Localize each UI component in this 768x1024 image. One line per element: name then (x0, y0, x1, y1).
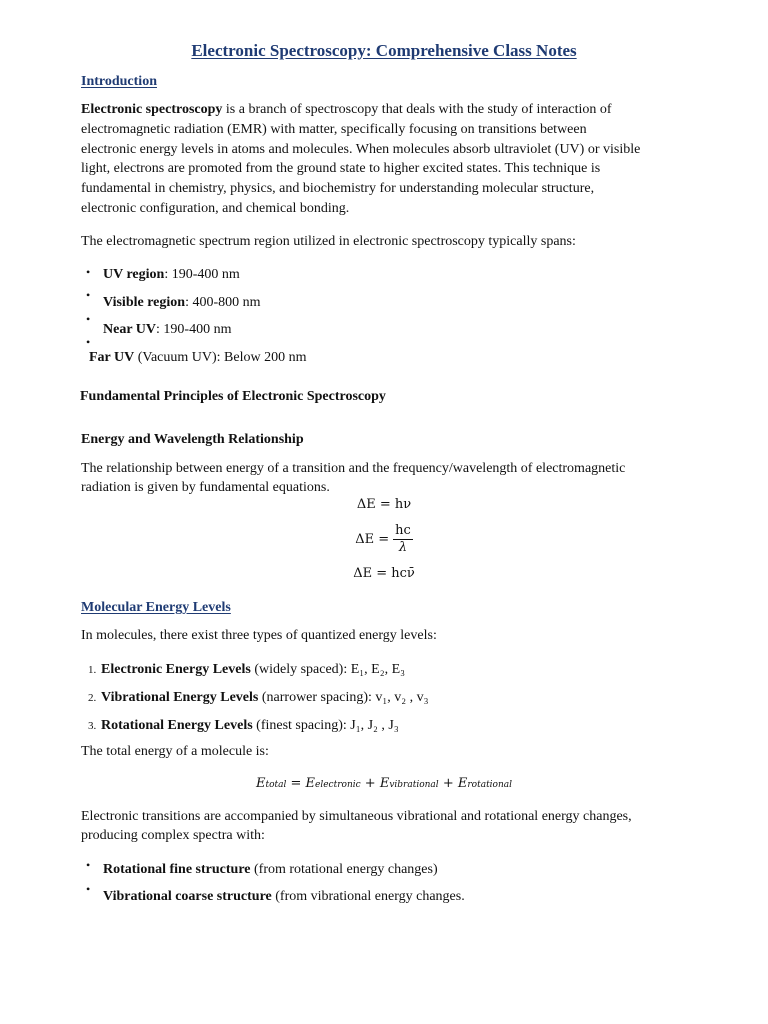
bullet-dot: • (86, 858, 91, 872)
equation-total-energy: Etotal = Eelectronic + Evibrational + Erotational (255, 776, 513, 791)
levels-intro: In molecules, there exist three types of quantized energy levels: (81, 628, 437, 643)
equation-energy-wavenumber: ΔE = hcν̄ (353, 566, 415, 581)
bullet-dot: • (86, 312, 91, 326)
intro-line-2: electromagnetic radiation (EMR) with matter, specifically focusing on transitions between (81, 122, 587, 137)
list-number: 2. (88, 692, 97, 704)
equation-energy-wavelength: ΔE = $\frac{hc}{\lambda}$ (355, 523, 411, 555)
introduction-heading: Introduction (81, 74, 157, 89)
relationship-line-2: radiation is given by fundamental equations. (81, 480, 330, 495)
region-item: Near UV: 190-400 nm (103, 322, 232, 337)
intro-line-5: fundamental in chemistry, physics, and biochemistry for understanding molecular structure, (81, 181, 595, 196)
bullet-dot: • (86, 882, 91, 896)
intro-line-6: electronic configuration, and chemical bonding. (81, 201, 350, 216)
energy-wavelength-heading: Energy and Wavelength Relationship (81, 432, 304, 447)
total-energy-sentence: The total energy of a molecule is: (81, 744, 269, 759)
region-item: Far UV (Vacuum UV): Below 200 nm (89, 350, 307, 365)
level-item: Electronic Energy Levels (widely spaced): E₁, E₂, E₃ (101, 662, 406, 677)
region-item: Visible region: 400-800 nm (103, 295, 261, 310)
molecular-energy-heading: Molecular Energy Levels (81, 600, 231, 615)
transitions-line-2: producing complex spectra with: (81, 828, 265, 843)
structure-item: Vibrational coarse structure (from vibrational energy changes. (103, 889, 465, 904)
spectrum-sentence: The electromagnetic spectrum region utilized in electronic spectroscopy typically spans: (81, 234, 576, 249)
level-item: Rotational Energy Levels (finest spacing): J₁, J₂ , J₃ (101, 718, 399, 733)
fundamentals-heading: Fundamental Principles of Electronic Spectroscopy (80, 389, 386, 404)
intro-term: Electronic spectroscopy (81, 102, 223, 117)
page-title: Electronic Spectroscopy: Comprehensive Class Notes (191, 41, 577, 60)
relationship-line-1: The relationship between energy of a transition and the frequency/wavelength of electromagnetic (81, 461, 626, 476)
intro-text: is a branch of spectroscopy that deals with the study of interaction of (222, 102, 612, 117)
list-number: 3. (88, 720, 97, 732)
region-item: UV region: 190-400 nm (103, 267, 240, 282)
level-item: Vibrational Energy Levels (narrower spacing): v₁, v₂ , v₃ (101, 690, 429, 705)
bullet-dot: • (86, 288, 91, 302)
intro-line-4: light, electrons are promoted from the ground state to higher excited states. This technique is (81, 161, 601, 176)
list-number: 1. (88, 664, 97, 676)
equation-energy-frequency: ΔE = hν (356, 497, 412, 512)
intro-line-3: electronic energy levels in atoms and molecules. When molecules absorb ultraviolet (UV) or visible (81, 142, 641, 157)
structure-item: Rotational fine structure (from rotational energy changes) (103, 862, 438, 877)
bullet-dot: • (86, 265, 91, 279)
intro-line-1 (81, 102, 612, 118)
transitions-line-1: Electronic transitions are accompanied by simultaneous vibrational and rotational energy changes, (81, 809, 632, 824)
bullet-dot: • (86, 335, 91, 349)
